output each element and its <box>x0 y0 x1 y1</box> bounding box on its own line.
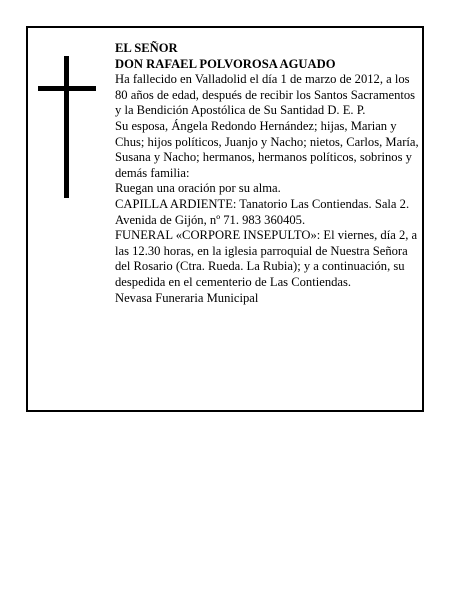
death-announcement: Ha fallecido en Valladolid el día 1 de marzo de 2012, a los 80 años de edad, después de recibir los Santos Sacramentos y la Bendición Apostólica de Su Santidad D. E. P. <box>115 72 416 118</box>
notice-text <box>115 41 421 306</box>
deceased-name: DON RAFAEL POLVOROSA AGUADO <box>115 56 336 71</box>
cross-horizontal-bar <box>38 86 96 91</box>
prayer-request: Ruegan una oración por su alma. <box>115 181 281 196</box>
notice-heading-title: EL SEÑOR <box>115 41 178 55</box>
latin-cross-icon <box>38 56 96 198</box>
chapel-info: CAPILLA ARDIENTE: Tanatorio Las Contiendas. Sala 2. Avenida de Gijón, nº 71. 983 360405. <box>115 196 410 227</box>
family-list: Su esposa, Ángela Redondo Hernández; hijas, Marian y Chus; hijos políticos, Juanjo y Nacho; nietos, Carlos, María, Susana y Nacho; hermanos, hermanos políticos, sobrinos y demás familia: <box>115 118 419 180</box>
cross-vertical-bar <box>64 56 69 198</box>
obituary-notice <box>26 26 424 412</box>
funeral-info: FUNERAL «CORPORE INSEPULTO»: El viernes, día 2, a las 12.30 horas, en la iglesia parroquial de Nuestra Señora del Rosario (Ctra. Rueda. La Rubia); y a continuación, su despedida en el cementerio de Las Contiendas. <box>115 228 418 289</box>
funeral-home: Nevasa Funeraria Municipal <box>115 290 259 305</box>
